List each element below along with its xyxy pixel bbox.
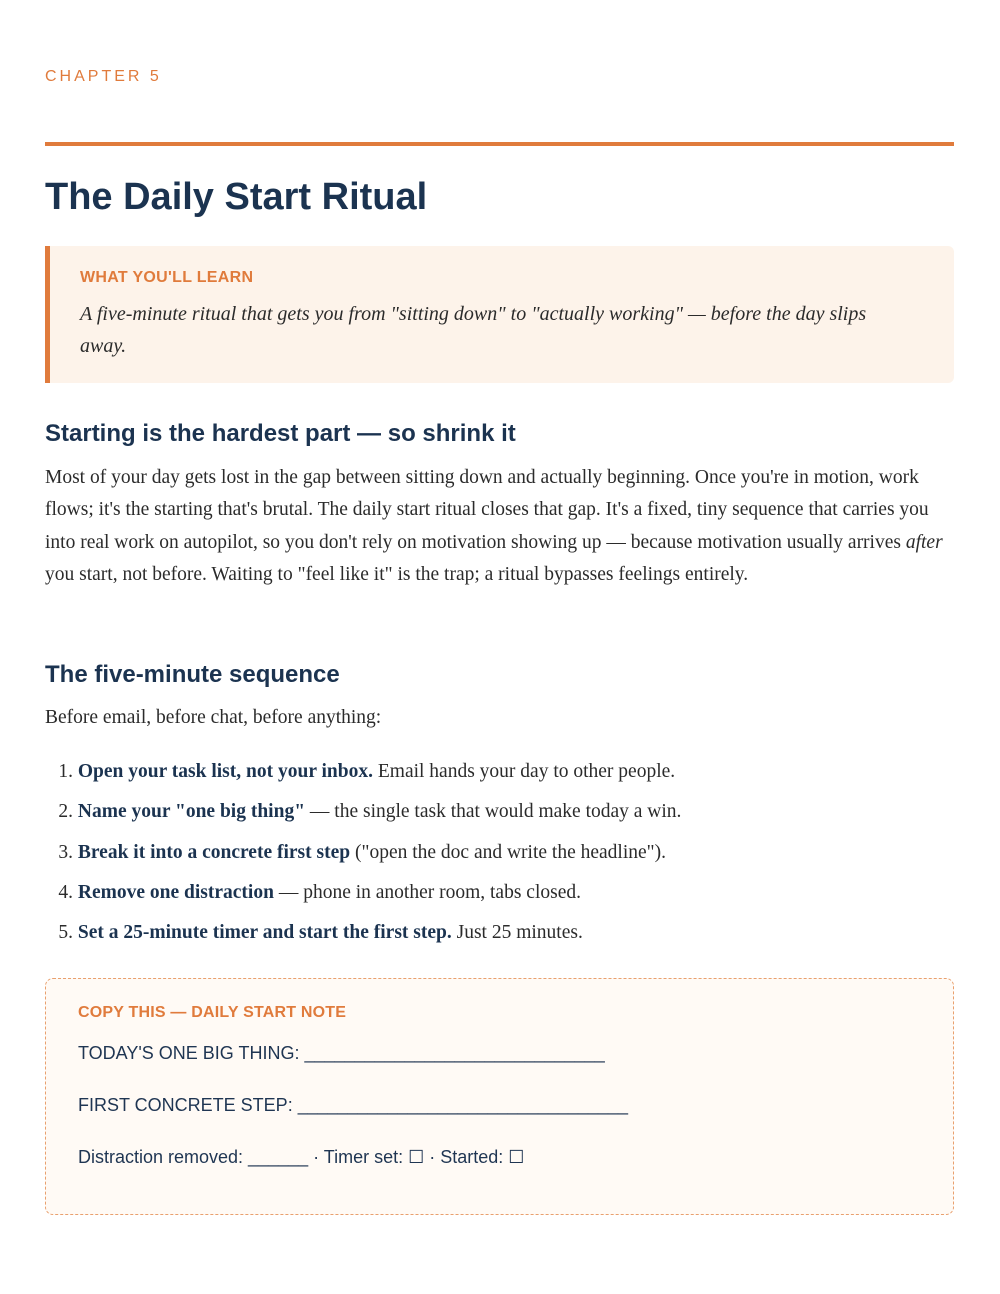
note-line-big-thing: TODAY'S ONE BIG THING: ______________________________ — [78, 1043, 605, 1063]
step-detail: — the single task that would make today a win. — [305, 801, 682, 823]
step-title: Break it into a concrete first step — [77, 841, 351, 863]
step-number: 3. — [58, 841, 73, 863]
step-number: 4. — [58, 881, 73, 903]
paragraph-text-after: you start, not before. Waiting to "feel like it" is the trap; a ritual bypasses feelings entirely. — [45, 564, 749, 586]
step-number: 2. — [58, 801, 73, 823]
step-number: 1. — [58, 761, 73, 782]
list-item — [45, 877, 954, 917]
step-detail: Email hands your day to other people. — [372, 761, 676, 782]
step-detail: ("open the doc and write the headline"). — [350, 841, 666, 863]
note-line-first-step: FIRST CONCRETE STEP: _________________________________ — [78, 1095, 629, 1115]
step-detail: — phone in another room, tabs closed. — [273, 881, 581, 903]
chapter-divider — [45, 142, 954, 146]
learn-callout-text: A five-minute ritual that gets you from "sitting down" to "actually working" — before the day slips away. — [80, 303, 867, 357]
paragraph-emphasis: after — [905, 531, 943, 553]
learn-callout-label: WHAT YOU'LL LEARN — [80, 269, 254, 286]
chapter-title: The Daily Start Ritual — [45, 176, 428, 218]
step-title: Set a 25-minute timer and start the first step. — [77, 922, 452, 944]
list-item — [45, 837, 954, 877]
section-paragraph-starting — [45, 462, 954, 592]
paragraph-text-before: Most of your day gets lost in the gap between sitting down and actually beginning. Once you're in motion, work flows; it's the starting that's brutal. The daily start ritual closes that gap. It's a fixed, tiny sequence that carries you into real work on autopilot, so you don't rely on motivation showing up — because motivation usually arrives — [45, 467, 929, 553]
list-item — [45, 756, 954, 796]
step-title: Remove one distraction — [77, 881, 274, 903]
step-title: Open your task list, not your inbox. — [77, 761, 373, 782]
daily-start-note-template — [45, 978, 954, 1215]
step-title: Name your "one big thing" — [77, 801, 306, 823]
list-item — [45, 917, 954, 957]
sequence-steps-list — [45, 756, 954, 957]
step-number: 5. — [58, 922, 73, 944]
step-detail: Just 25 minutes. — [451, 922, 583, 944]
chapter-eyebrow: CHAPTER 5 — [45, 68, 162, 85]
section-heading-sequence: The five-minute sequence — [45, 661, 340, 688]
list-item — [45, 796, 954, 836]
note-template-label: COPY THIS — DAILY START NOTE — [78, 1004, 347, 1021]
note-line-checklist: Distraction removed: ______ · Timer set: ☐ · Started: ☐ — [78, 1147, 525, 1167]
learn-callout — [45, 246, 954, 383]
sequence-intro: Before email, before chat, before anything: — [45, 707, 382, 728]
section-heading-starting: Starting is the hardest part — so shrink it — [45, 420, 516, 447]
